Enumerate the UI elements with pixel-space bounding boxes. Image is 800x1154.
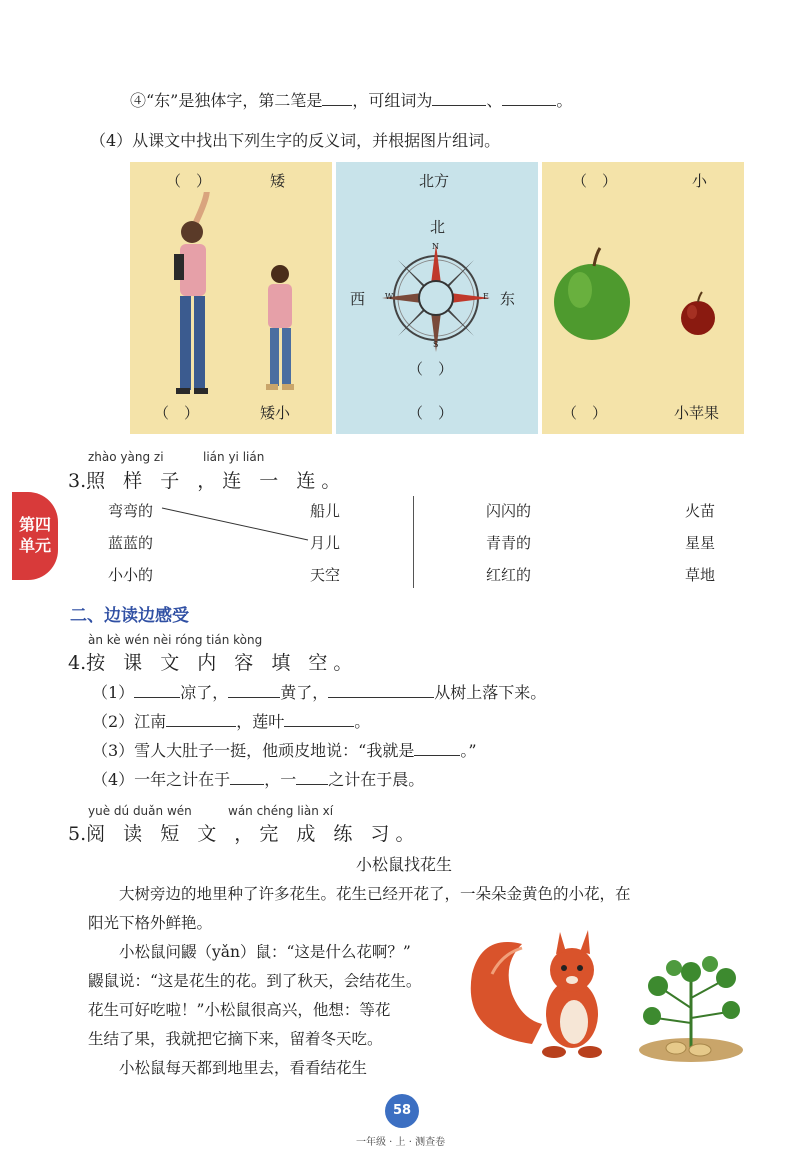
match-left-target[interactable]: 天空 (310, 566, 341, 584)
panel-paren[interactable]: （ ） (562, 404, 608, 422)
match-left-target[interactable]: 船儿 (310, 502, 341, 520)
q5-text-a: 阅 读 短 文 ， (86, 823, 260, 845)
people-illustration (130, 192, 332, 422)
fill-text: 之计在于晨。 (328, 770, 425, 789)
panel-title: 北方 (419, 172, 450, 190)
peanut-plant-illustration (636, 938, 746, 1068)
match-left-word[interactable]: 弯弯的 (108, 502, 154, 520)
story-line: 大树旁边的地里种了许多花生。花生已经开花了，一朵朵金黄色的小花，在 (88, 885, 631, 903)
q3-pinyin-1: zhào yàng zi (88, 450, 164, 464)
panel-paren[interactable]: （ ） (572, 172, 618, 190)
q5-pinyin-2: wán chéng liàn xí (228, 804, 334, 818)
blank[interactable] (134, 683, 180, 698)
q3-pinyin-2: lián yi lián (203, 450, 265, 464)
picture-panel-people (130, 162, 332, 434)
panel-word: 小苹果 (674, 404, 720, 422)
q4-text: 按 课 文 内 容 填 空 (86, 652, 334, 674)
match-right-target[interactable]: 火苗 (685, 502, 716, 520)
panel-char: 矮 (270, 172, 286, 190)
q4-pinyin: àn kè wén nèi róng tián kòng (88, 633, 263, 647)
fill-line-1 (92, 680, 546, 703)
panel-word: 矮小 (260, 404, 291, 422)
match-left-target[interactable]: 月儿 (310, 534, 341, 552)
q3-text-a: 照 样 子 ， (86, 470, 223, 492)
compass-w: W (385, 292, 394, 301)
q3-text-b: 连 一 连 (222, 470, 322, 492)
fill-text: ，莲叶 (236, 712, 285, 731)
q4-item-prefix: ④“东”是独体字，第二笔是 (130, 91, 323, 110)
match-right-word[interactable]: 红红的 (486, 566, 532, 584)
compass-e: E (483, 292, 489, 301)
fill-text: （4）一年之计在于 (92, 770, 231, 789)
q4-number: 4. (68, 652, 87, 674)
q5-text-b: 完 成 练 习 (259, 823, 396, 845)
match-divider (413, 496, 414, 588)
picture-panel-apples (542, 162, 744, 434)
fill-text: 凉了， (180, 683, 229, 702)
story-line: 花生可好吃啦！”小松鼠很高兴，他想：等花 (88, 1001, 391, 1019)
q5-title (68, 819, 420, 846)
match-right-word[interactable]: 闪闪的 (486, 502, 532, 520)
compass-s: S (433, 340, 439, 349)
q4-item-sep: 、 (486, 91, 503, 110)
unit-tab-line-1: 第四 (18, 515, 51, 534)
blank[interactable] (296, 770, 328, 785)
story-title: 小松鼠找花生 (356, 855, 453, 874)
squirrel-illustration (462, 924, 632, 1064)
page-footer: 一年级 · 上 · 测查卷 (356, 1137, 446, 1148)
match-left-word[interactable]: 小小的 (108, 566, 154, 584)
q5-dot: 。 (395, 823, 421, 845)
fill-text: 。 (354, 712, 371, 731)
fill-text: 。” (460, 741, 477, 760)
q4-title (68, 648, 358, 675)
fill-text: （1） (92, 683, 135, 702)
fill-line-3 (92, 738, 477, 761)
example-match-line (160, 506, 320, 546)
blank[interactable] (502, 91, 556, 106)
picture-panel-compass (336, 162, 538, 434)
story-line: 鼹鼠说：“这是花生的花。到了秋天，会结花生。 (88, 972, 422, 990)
compass-west-label: 西 (350, 290, 366, 308)
blank[interactable] (322, 91, 352, 106)
q4-item-mid: ，可组词为 (352, 91, 433, 110)
q5-number: 5. (68, 823, 87, 845)
panel-char: 小 (692, 172, 708, 190)
story-line: 阳光下格外鲜艳。 (88, 914, 213, 932)
match-right-target[interactable]: 草地 (685, 566, 716, 584)
compass-north-label: 北 (430, 218, 446, 236)
blank[interactable] (414, 741, 460, 756)
compass-east-label: 东 (500, 290, 516, 308)
story-line: 生结了果，我就把它摘下来，留着冬天吃。 (88, 1030, 383, 1048)
blank[interactable] (166, 712, 236, 727)
q3-number: 3. (68, 470, 87, 492)
unit-tab (12, 492, 58, 580)
blank[interactable] (432, 91, 486, 106)
fill-line-2 (92, 709, 370, 732)
story-line: 小松鼠问鼹（yǎn）鼠：“这是什么花啊？” (88, 943, 411, 961)
blank[interactable] (284, 712, 354, 727)
story-line: 小松鼠每天都到地里去，看看结花生 (88, 1059, 368, 1077)
blank[interactable] (230, 770, 264, 785)
match-right-target[interactable]: 星星 (685, 534, 716, 552)
fill-text: 黄了， (280, 683, 329, 702)
blank[interactable] (328, 683, 434, 698)
q4-item-end: 。 (556, 91, 573, 110)
unit-tab-line-2: 单元 (18, 536, 51, 555)
fill-text: ，一 (264, 770, 297, 789)
q4-sub-instruction: （4）从课文中找出下列生字的反义词，并根据图片组词。 (90, 131, 501, 150)
apple-illustration (542, 202, 744, 402)
fill-text: 从树上落下来。 (434, 683, 547, 702)
q3-title (68, 466, 346, 493)
fill-text: （3）雪人大肚子一挺，他顽皮地说：“我就是 (92, 741, 415, 760)
q4-item-4 (130, 88, 572, 111)
panel-paren[interactable]: （ ） (408, 360, 454, 378)
q5-pinyin-1: yuè dú duǎn wén (88, 804, 192, 818)
fill-text: （2）江南 (92, 712, 167, 731)
panel-paren[interactable]: （ ） (154, 404, 200, 422)
q3-dot: 。 (321, 470, 347, 492)
blank[interactable] (228, 683, 280, 698)
match-right-word[interactable]: 青青的 (486, 534, 532, 552)
compass-n: N (432, 242, 439, 251)
page-number: 58 (385, 1094, 419, 1128)
q4-dot: 。 (333, 652, 359, 674)
fill-line-4 (92, 767, 424, 790)
match-left-word[interactable]: 蓝蓝的 (108, 534, 154, 552)
panel-paren[interactable]: （ ） (166, 172, 212, 190)
section-2-heading: 二、边读边感受 (70, 606, 189, 626)
panel-paren[interactable]: （ ） (408, 404, 454, 422)
